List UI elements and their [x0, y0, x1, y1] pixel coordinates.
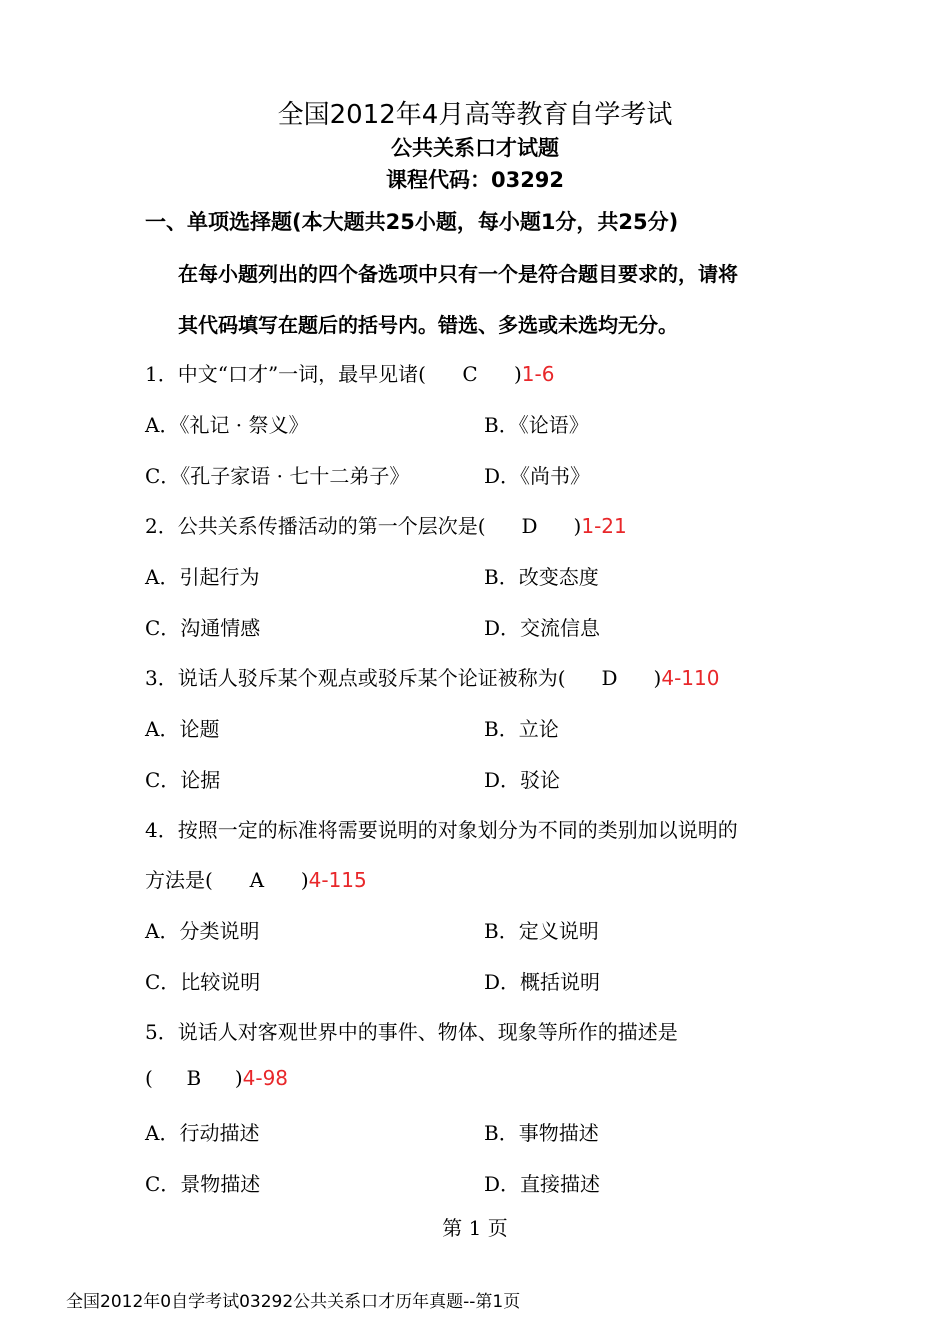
answer-letter: A	[249, 868, 265, 892]
document-footer: 全国2012年0自学考试03292公共关系口才历年真题--第1页	[66, 1292, 521, 1312]
option-b: B．立论	[484, 717, 559, 741]
page-reference: 4-110	[661, 666, 720, 690]
option-b: B．定义说明	[484, 919, 599, 943]
question-4	[145, 814, 738, 843]
option-a: A．分类说明	[145, 919, 260, 943]
page-reference: 4-98	[242, 1066, 289, 1090]
question-stem-continued: (	[145, 1066, 153, 1090]
question-stem-continued: 方法是(	[145, 868, 213, 892]
option-a: A．论题	[145, 717, 220, 741]
answer-letter: C	[462, 362, 478, 386]
page-reference: 1-6	[521, 362, 555, 386]
answer-close: )	[653, 666, 662, 690]
option-c: C．《孔子家语 · 七十二弟子》	[145, 464, 410, 488]
instruction-line-2: 其代码填写在题后的括号内。错选、多选或未选均无分。	[178, 313, 678, 337]
page-reference: 1-21	[581, 514, 627, 538]
question-stem: 5．说话人对客观世界中的事件、物体、现象等所作的描述是	[145, 1020, 678, 1044]
option-a: A．《礼记 · 祭义》	[145, 413, 309, 437]
question-1	[145, 358, 554, 387]
option-d: D．驳论	[484, 768, 561, 792]
question-stem: 4．按照一定的标准将需要说明的对象划分为不同的类别加以说明的	[145, 818, 738, 842]
section-heading: 一、单项选择题(本大题共25小题，每小题1分，共25分)	[145, 210, 679, 234]
answer-close: )	[300, 868, 309, 892]
question-5-continued	[145, 1066, 288, 1090]
option-a: A．引起行为	[145, 565, 260, 589]
option-b: B．改变态度	[484, 565, 599, 589]
option-c: C．沟通情感	[145, 616, 261, 640]
paper-subtitle: 公共关系口才试题	[391, 136, 559, 160]
question-4-continued	[145, 864, 367, 893]
answer-close: )	[573, 514, 582, 538]
option-d: D．《尚书》	[484, 464, 591, 488]
option-d: D．概括说明	[484, 970, 601, 994]
option-d: D．直接描述	[484, 1172, 601, 1196]
page-number: 第 1 页	[442, 1216, 508, 1240]
option-c: C．景物描述	[145, 1172, 261, 1196]
question-stem: 3．说话人驳斥某个观点或驳斥某个论证被称为(	[145, 666, 566, 690]
answer-close: )	[513, 362, 522, 386]
question-3	[145, 662, 719, 691]
page-reference: 4-115	[308, 868, 367, 892]
question-2	[145, 510, 627, 539]
question-stem: 1．中文“口才”一词，最早见诸(	[145, 362, 426, 386]
answer-letter: D	[521, 514, 538, 538]
question-stem: 2．公共关系传播活动的第一个层次是(	[145, 514, 486, 538]
answer-letter: D	[601, 666, 618, 690]
answer-close: )	[234, 1066, 243, 1090]
instruction-line-1: 在每小题列出的四个备选项中只有一个是符合题目要求的，请将	[178, 262, 738, 286]
option-b: B．《论语》	[484, 413, 589, 437]
course-code: 课程代码：03292	[385, 168, 565, 192]
answer-letter: B	[186, 1066, 202, 1090]
option-d: D．交流信息	[484, 616, 601, 640]
exam-title: 全国2012年4月高等教育自学考试	[277, 100, 673, 130]
option-c: C．论据	[145, 768, 221, 792]
option-b: B．事物描述	[484, 1121, 599, 1145]
question-5	[145, 1016, 678, 1045]
option-a: A．行动描述	[145, 1121, 260, 1145]
option-c: C．比较说明	[145, 970, 261, 994]
